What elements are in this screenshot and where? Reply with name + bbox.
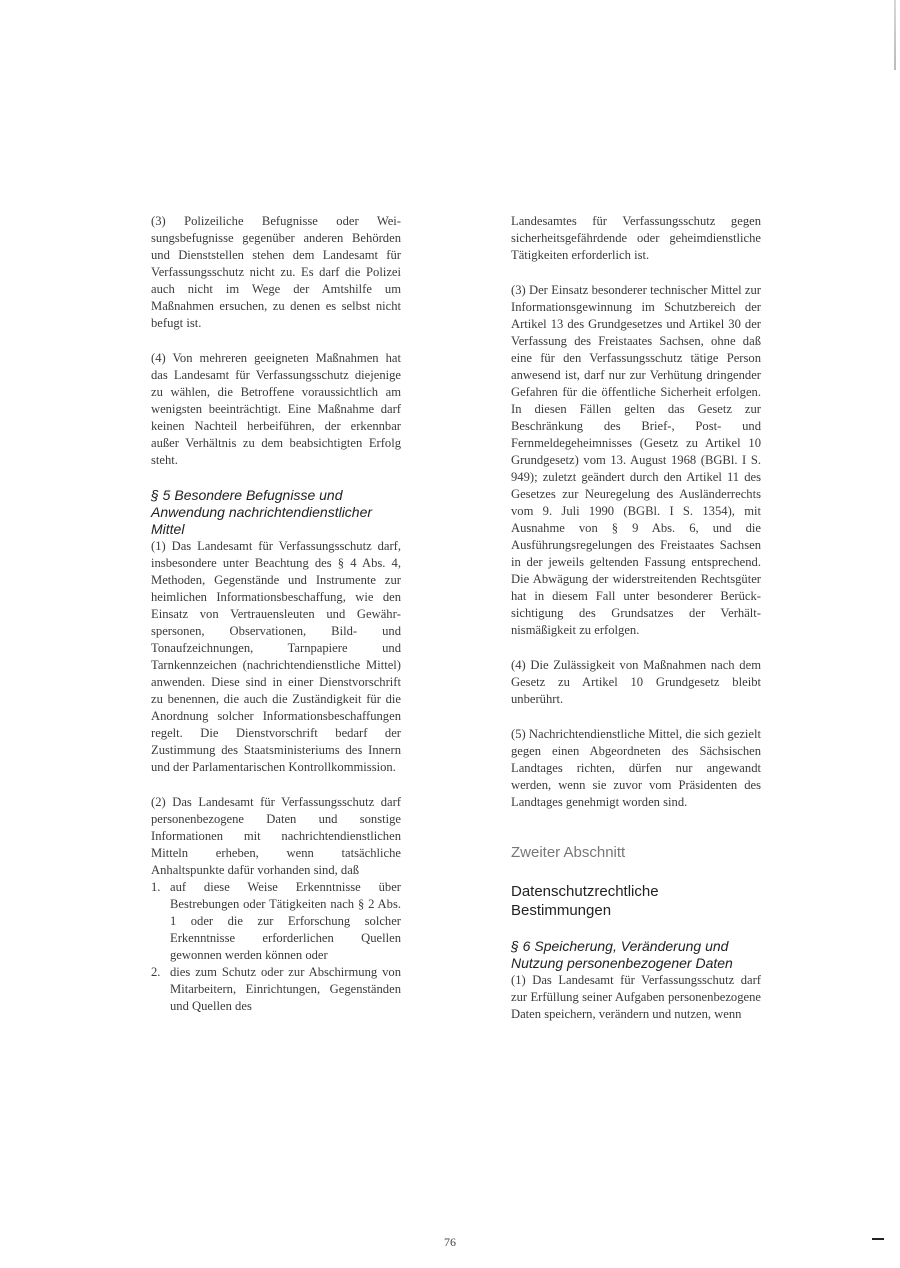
chapter-title: Datenschutzrechtliche Bestimmungen [511,883,659,919]
paragraph-5-2-continuation: Landesamtes für Verfassungsschutz gegen sicherheitsgefährdende oder geheimdienstliche Tätigkeiten erforderlich ist. [511,214,761,262]
scan-corner-mark [872,1238,884,1240]
section-5-heading: § 5 Besondere Befugnisse und Anwendung nachrichtendienstlicher Mittel [151,487,373,537]
paragraph-4-4: (4) Von mehreren geeigneten Maßnahmen hat das Landesamt für Verfassungsschutz diejenige zu wählen, die Betroffene voraussichtlich am wenigsten beeinträchtigt. Eine Maßnahme darf keinen Nachteil herbeiführen, der erkennbar außer Verhältnis zu dem beabsichtigten Erfolg steht. [151,351,401,467]
paragraph-5-1: (1) Das Landesamt für Verfassungsschutz darf, insbesondere unter Beachtung des § 4 Abs. 4, Methoden, Gegenstände und Instrumente zur heimlichen Informationsbeschaffung, wie den Einsatz von Vertrauensleuten und Gewährspersonen, Observationen, Bild- und Tonaufzeichnungen, Tarnpapiere und Tarnkennzeichen (nachrichtendienstliche Mittel) anwenden. Diese sind in einer Dienstvorschrift zu benennen, die auch die Zuständigkeit für die Anordnung solcher Informationsbeschaffungen regelt. Die Dienstvorschrift bedarf der Zustimmung des Staatsministeriums des Innern und der Parlamentarischen Kontrollkommission. [151,539,401,774]
paragraph-6-1: (1) Das Landesamt für Verfassungsschutz darf zur Erfüllung seiner Aufgaben personenbezogene Daten speichern, verändern und nutzen, wenn [511,973,761,1021]
section-6-heading: § 6 Speicherung, Veränderung und Nutzung personenbezogener Daten [511,938,733,971]
list-item-number: 1. [151,880,161,894]
paragraph-5-4: (4) Die Zulässigkeit von Maßnahmen nach dem Gesetz zu Artikel 10 Grundgesetz bleibt unberührt. [511,658,761,706]
list-item-number: 2. [151,965,161,979]
paragraph-5-3: (3) Der Einsatz besonderer technischer Mittel zur Informationsgewinnung im Schutzbereich der Artikel 13 des Grundgesetzes und Artikel 30 der Verfassung des Freistaates Sachsen, ohne daß eine für den Verfassungsschutz tätige Person anwesend ist, darf nur zur Verhütung dringender Gefahren für die öffentliche Sicherheit erfolgen. In diesen Fällen gelten das Gesetz zur Beschränkung des Brief-, Post- und Fernmeldegeheimnisses (Gesetz zu Artikel 10 Grundgesetz) vom 13. August 1968 (BGBl. I S. 949); zuletzt geändert durch den Artikel 11 des Gesetzes zur Neuregelung des Ausländerrechts vom 9. Juli 1990 (BGBl. I S. 1354), mit Ausnahme von § 9 Abs. 6, und die Ausführungsregelungen des Freistaates Sachsen in der jeweils geltenden Fassung entsprechend. Die Abwägung der widerstreitenden Rechtsgüter hat in diesem Fall unter besonderer Berücksichtigung des Grundsatzes der Verhältnismäßigkeit zu erfolgen. [511,283,761,637]
scan-edge-mark [894,0,896,70]
paragraph-5-2-list [151,879,401,1015]
list-item-text: dies zum Schutz oder zur Abschirmung von Mitarbeitern, Einrichtungen, Gegenständen und Quellen des [170,965,401,1013]
list-item-text: auf diese Weise Erkenntnisse über Bestrebungen oder Tätigkeiten nach § 2 Abs. 1 oder die zur Erforschung solcher Erkenntnisse erforderlichen Quellen gewonnen werden können oder [170,880,401,962]
left-column [151,213,401,1015]
paragraph-4-3: (3) Polizeiliche Befugnisse oder Weisungsbefugnisse gegenüber anderen Behörden und Dienststellen stehen dem Landesamt für Verfassungsschutz nicht zu. Es darf die Polizei auch nicht im Wege der Amtshilfe um Maßnahmen ersuchen, zu denen es selbst nicht befugt ist. [151,214,401,330]
list-item [151,964,401,1015]
page-number: 76 [444,1235,456,1249]
paragraph-5-5: (5) Nachrichtendienstliche Mittel, die sich gezielt gegen einen Abgeordneten des Sächsischen Landtages richten, dürfen nur angewandt werden, wenn sie zuvor vom Präsidenten des Landtages genehmigt worden sind. [511,727,761,809]
chapter-heading: Zweiter Abschnitt [511,844,626,861]
list-item [151,879,401,964]
paragraph-5-2-intro: (2) Das Landesamt für Verfassungsschutz darf personenbezogene Daten und sonstige Informationen mit nachrichtendienstlichen Mitteln erheben, wenn tatsächliche Anhaltspunkte dafür vorhanden sind, daß [151,795,401,877]
right-column [511,213,761,1023]
